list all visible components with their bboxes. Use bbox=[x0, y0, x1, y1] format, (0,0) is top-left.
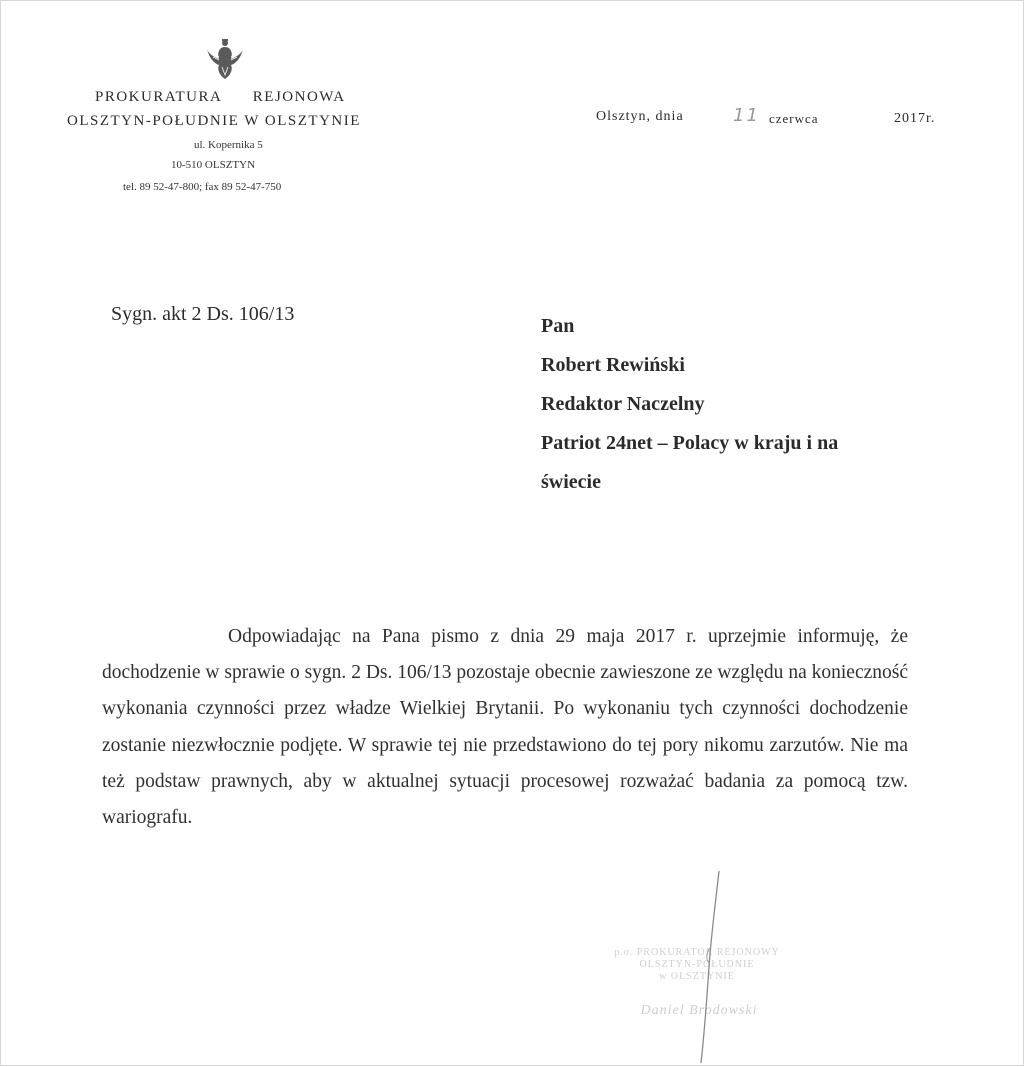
letter-body bbox=[102, 619, 908, 836]
date-prefix: Olsztyn, dnia bbox=[596, 109, 684, 124]
stamp-line1: p.o. PROKURATOR REJONOWY bbox=[614, 947, 780, 958]
addressee-title: Redaktor Naczelny bbox=[541, 393, 705, 415]
institution-name-line1: PROKURATURA REJONOWA bbox=[95, 89, 346, 105]
handwritten-signature bbox=[661, 867, 751, 1067]
institution-contact: tel. 89 52-47-800; fax 89 52-47-750 bbox=[123, 181, 282, 193]
addressee-name: Robert Rewiński bbox=[541, 354, 685, 376]
date-day: 11 bbox=[733, 105, 760, 126]
date-year: 2017r. bbox=[894, 111, 936, 126]
addressee-organization: Patriot 24net – Polacy w kraju i na bbox=[541, 432, 839, 454]
stamp-name: Daniel Brodowski bbox=[640, 1003, 758, 1018]
addressee-organization-cont: świecie bbox=[541, 471, 601, 493]
polish-eagle-emblem-icon bbox=[205, 37, 245, 81]
institution-city: 10-510 OLSZTYN bbox=[171, 159, 256, 171]
institution-street: ul. Kopernika 5 bbox=[194, 139, 263, 151]
stamp-line3: w OLSZTYNIE bbox=[659, 971, 735, 982]
stamp-line2: OLSZTYN-POŁUDNIE bbox=[639, 959, 755, 970]
addressee-salutation: Pan bbox=[541, 315, 575, 337]
institution-name-line2: OLSZTYN-POŁUDNIE W OLSZTYNIE bbox=[67, 113, 361, 129]
case-reference: Sygn. akt 2 Ds. 106/13 bbox=[111, 303, 295, 325]
date-month: czerwca bbox=[769, 111, 819, 126]
letter-body-text: Odpowiadając na Pana pismo z dnia 29 maja 2017 r. uprzejmie informuję, że dochodzenie w sprawie o sygn. 2 Ds. 106/13 pozostaje obecnie zawieszone ze względu na konieczność wykonania czynności przez władze Wielkiej Brytanii. Po wykonaniu tych czynności dochodzenie zostanie niezwłocznie podjęte. W sprawie tej nie przedstawiono do tej pory nikomu zarzutów. Nie ma też podstaw prawnych, aby w aktualnej sytuacji procesowej rozważać badania za pomocą tzw. wariografu. bbox=[102, 626, 908, 829]
addressee-block bbox=[541, 307, 921, 502]
